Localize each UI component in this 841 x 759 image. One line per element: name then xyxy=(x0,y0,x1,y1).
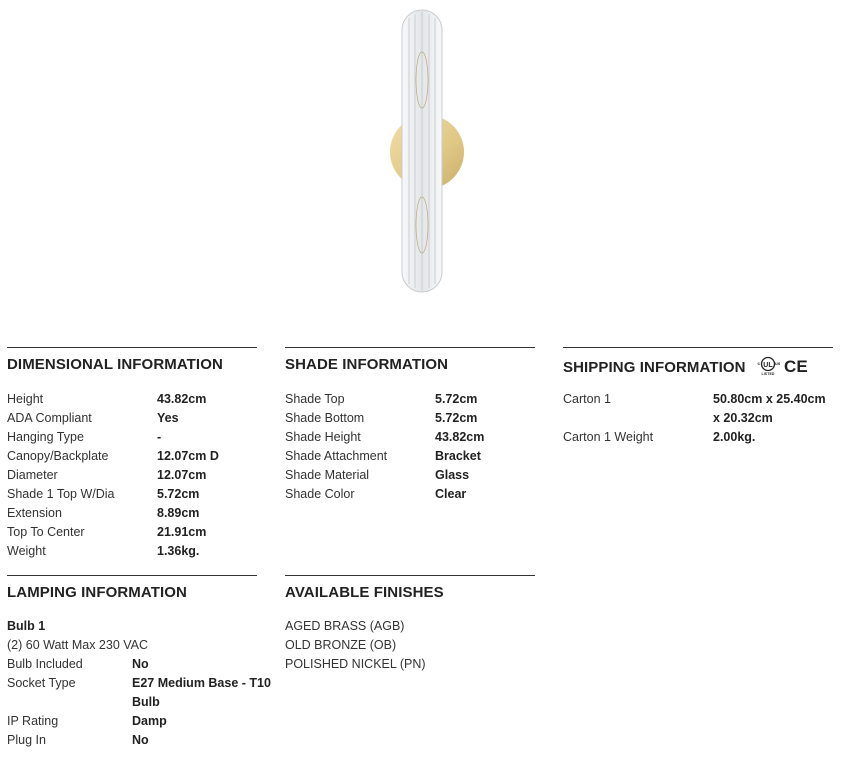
shade-row xyxy=(285,466,535,485)
lamping-label: Plug In xyxy=(7,733,46,747)
carton1-weight-value: 2.00kg. xyxy=(713,430,756,444)
dimensional-row xyxy=(7,466,257,485)
shade-label: Shade Color xyxy=(285,487,355,501)
dimensional-value: 12.07cm xyxy=(157,468,207,482)
dimensional-value: 43.82cm xyxy=(157,392,207,406)
dimensional-row xyxy=(7,523,257,542)
dimensional-value: 8.89cm xyxy=(157,506,200,520)
dimensional-row xyxy=(7,409,257,428)
carton1-label: Carton 1 xyxy=(563,392,611,406)
bulb-title: Bulb 1 xyxy=(7,619,46,633)
dimensional-label: Weight xyxy=(7,544,46,558)
shade-value: 5.72cm xyxy=(435,392,478,406)
dimensional-row xyxy=(7,390,257,409)
shade-label: Shade Attachment xyxy=(285,449,388,463)
lamping-value: No xyxy=(132,733,149,747)
finish-item: AGED BRASS (AGB) xyxy=(285,619,405,633)
dimensional-label: Canopy/Backplate xyxy=(7,449,109,463)
ce-mark-text: CE xyxy=(784,357,808,375)
shade-row xyxy=(285,485,535,504)
dimensional-row xyxy=(7,504,257,523)
dimensional-label: Hanging Type xyxy=(7,430,84,444)
dimensional-label: Top To Center xyxy=(7,525,85,539)
shade-row xyxy=(285,447,535,466)
lamping-title: LAMPING INFORMATION xyxy=(7,584,187,601)
shipping-section xyxy=(563,347,833,447)
dimensional-section xyxy=(7,347,257,561)
dimensional-label: Extension xyxy=(7,506,62,520)
dimensional-row xyxy=(7,428,257,447)
shade-label: Shade Height xyxy=(285,430,361,444)
carton1-weight-row xyxy=(563,428,833,447)
lamping-value-cont: Bulb xyxy=(132,695,160,709)
lamping-label: Bulb Included xyxy=(7,657,83,671)
finish-item: POLISHED NICKEL (PN) xyxy=(285,657,426,671)
shipping-title-row xyxy=(563,356,833,374)
lamping-section xyxy=(7,575,271,750)
shade-section xyxy=(285,347,535,504)
lamping-value: Damp xyxy=(132,714,167,728)
lamping-row xyxy=(7,731,257,750)
shade-label: Shade Material xyxy=(285,468,370,482)
bulb-description: (2) 60 Watt Max 230 VAC xyxy=(7,638,149,652)
dimensional-value: 21.91cm xyxy=(157,525,207,539)
shade-value: Glass xyxy=(435,468,470,482)
dimensional-row xyxy=(7,447,257,466)
dimensional-label: Shade 1 Top W/Dia xyxy=(7,487,115,501)
ul-listed-icon xyxy=(756,356,780,380)
lamping-value: E27 Medium Base - T10 xyxy=(132,676,271,690)
lamping-label: IP Rating xyxy=(7,714,59,728)
lamping-row xyxy=(7,712,257,731)
shade-row xyxy=(285,409,535,428)
carton1-value-line2: x 20.32cm xyxy=(713,411,773,425)
shade-label: Shade Top xyxy=(285,392,345,406)
shade-value: 43.82cm xyxy=(435,430,485,444)
carton1-value-line1: 50.80cm x 25.40cm xyxy=(713,392,826,406)
carton1-weight-label: Carton 1 Weight xyxy=(563,430,654,444)
lamping-row xyxy=(7,674,271,693)
dimensional-value: 1.36kg. xyxy=(157,544,200,558)
finishes-section xyxy=(285,575,535,674)
svg-text:UL: UL xyxy=(763,362,773,369)
dimensional-row xyxy=(7,542,257,561)
dimensional-title: DIMENSIONAL INFORMATION xyxy=(7,356,223,373)
dimensional-label: Diameter xyxy=(7,468,58,482)
product-image xyxy=(380,0,480,300)
ce-mark-icon xyxy=(784,357,810,379)
shade-label: Shade Bottom xyxy=(285,411,365,425)
dimensional-label: ADA Compliant xyxy=(7,411,92,425)
dimensional-label: Height xyxy=(7,392,44,406)
lamping-row-cont xyxy=(7,693,257,712)
shade-value: Bracket xyxy=(435,449,481,463)
lamping-row xyxy=(7,655,257,674)
shipping-title: SHIPPING INFORMATION xyxy=(563,358,746,376)
carton1-row xyxy=(563,390,833,409)
dimensional-value: 5.72cm xyxy=(157,487,200,501)
lamping-value: No xyxy=(132,657,149,671)
lamping-label: Socket Type xyxy=(7,676,76,690)
finish-item: OLD BRONZE (OB) xyxy=(285,638,397,652)
shade-row xyxy=(285,390,535,409)
shade-title: SHADE INFORMATION xyxy=(285,356,449,373)
shade-value: 5.72cm xyxy=(435,411,478,425)
carton1-row-cont xyxy=(563,409,833,428)
dimensional-value: Yes xyxy=(157,411,179,425)
shade-row xyxy=(285,428,535,447)
dimensional-row xyxy=(7,485,257,504)
finishes-title: AVAILABLE FINISHES xyxy=(285,584,444,601)
svg-text:us: us xyxy=(774,361,780,366)
svg-text:c: c xyxy=(757,361,760,366)
dimensional-value: 12.07cm D xyxy=(157,449,219,463)
ul-listed-text: LISTED xyxy=(761,372,775,376)
shade-value: Clear xyxy=(435,487,467,501)
dimensional-value: - xyxy=(157,430,162,444)
